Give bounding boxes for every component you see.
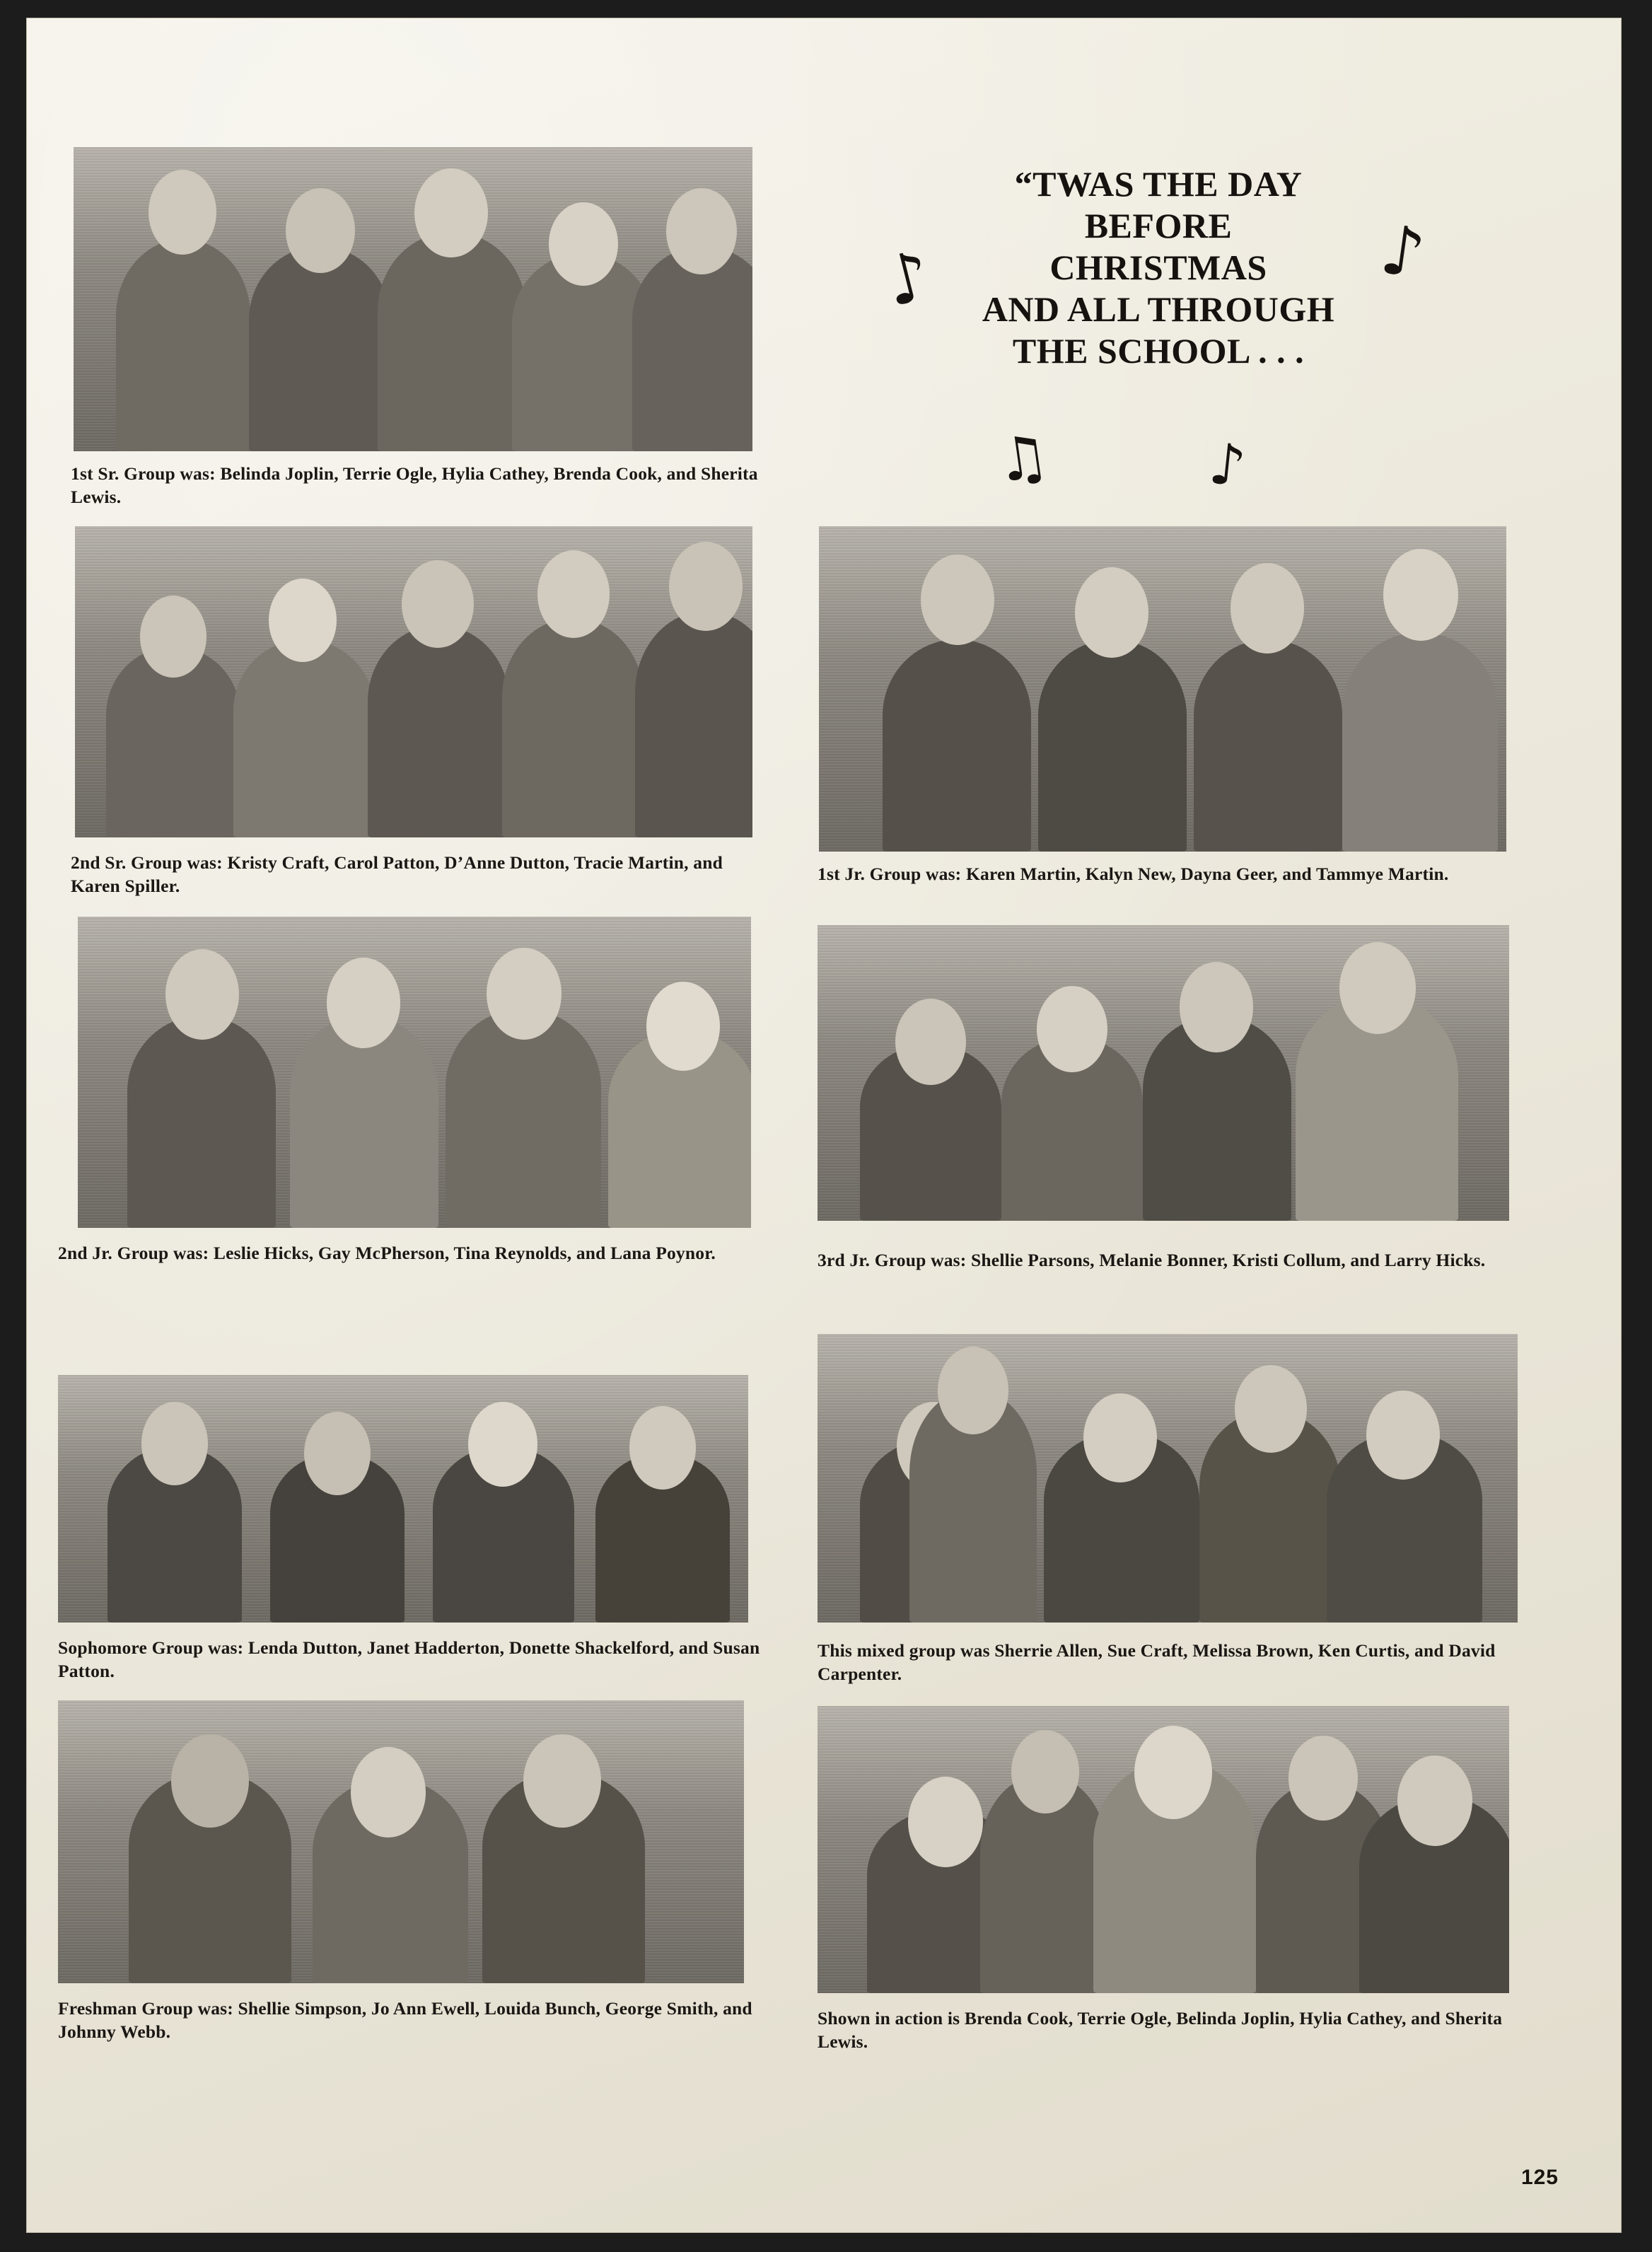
photo-2nd-sr-group: [75, 526, 752, 837]
caption-sophomore-group: Sophomore Group was: Lenda Dutton, Janet Hadderton, Donette Shackelford, and Susan Patton.: [58, 1637, 760, 1681]
photo-3rd-jr-group: [818, 925, 1509, 1221]
photo-1st-jr-group: [819, 526, 1506, 852]
title-line-1: “TWAS THE DAY: [1014, 164, 1303, 204]
photo-freshman-group: [58, 1700, 744, 1983]
music-note-icon: ♪: [1206, 430, 1249, 500]
caption-2nd-sr-group: 2nd Sr. Group was: Kristy Craft, Carol Patton, D’Anne Dutton, Tracie Martin, and Karen Spiller.: [71, 852, 723, 896]
caption-mixed-group: This mixed group was Sherrie Allen, Sue Craft, Melissa Brown, Ken Curtis, and David Carpenter.: [818, 1640, 1496, 1684]
caption-1st-sr-group: 1st Sr. Group was: Belinda Joplin, Terrie Ogle, Hylia Cathey, Brenda Cook, and Sherita Lewis.: [71, 463, 758, 507]
music-note-icon: ♫: [991, 420, 1054, 497]
caption-2nd-jr-group: 2nd Jr. Group was: Leslie Hicks, Gay McPherson, Tina Reynolds, and Lana Poynor.: [58, 1243, 716, 1263]
title-line-5: THE SCHOOL . . .: [1012, 331, 1305, 371]
caption-in-action: Shown in action is Brenda Cook, Terrie Ogle, Belinda Joplin, Hylia Cathey, and Sherita Lewis.: [818, 2008, 1503, 2052]
title-line-3: CHRISTMAS: [1049, 248, 1267, 287]
photo-mixed-group: [818, 1334, 1518, 1623]
caption-1st-jr-group: 1st Jr. Group was: Karen Martin, Kalyn New, Dayna Geer, and Tammye Martin.: [818, 864, 1449, 884]
photo-in-action: [818, 1706, 1509, 1993]
music-note-icon: ♪: [1375, 209, 1430, 294]
page-surface: [27, 18, 1621, 2232]
photo-sophomore-group: [58, 1375, 748, 1623]
music-note-icon: ♪: [877, 235, 938, 323]
title-line-4: AND ALL THROUGH: [982, 289, 1335, 329]
title-line-2: BEFORE: [1084, 206, 1233, 245]
caption-3rd-jr-group: 3rd Jr. Group was: Shellie Parsons, Melanie Bonner, Kristi Collum, and Larry Hicks.: [818, 1250, 1486, 1270]
photo-1st-sr-group: [74, 147, 752, 451]
yearbook-page: [27, 18, 1621, 2232]
page-title: [868, 163, 1448, 372]
caption-freshman-group: Freshman Group was: Shellie Simpson, Jo Ann Ewell, Louida Bunch, George Smith, and Johnny Webb.: [58, 1998, 752, 2042]
photo-2nd-jr-group: [78, 917, 751, 1228]
page-number: 125: [1520, 2166, 1559, 2189]
